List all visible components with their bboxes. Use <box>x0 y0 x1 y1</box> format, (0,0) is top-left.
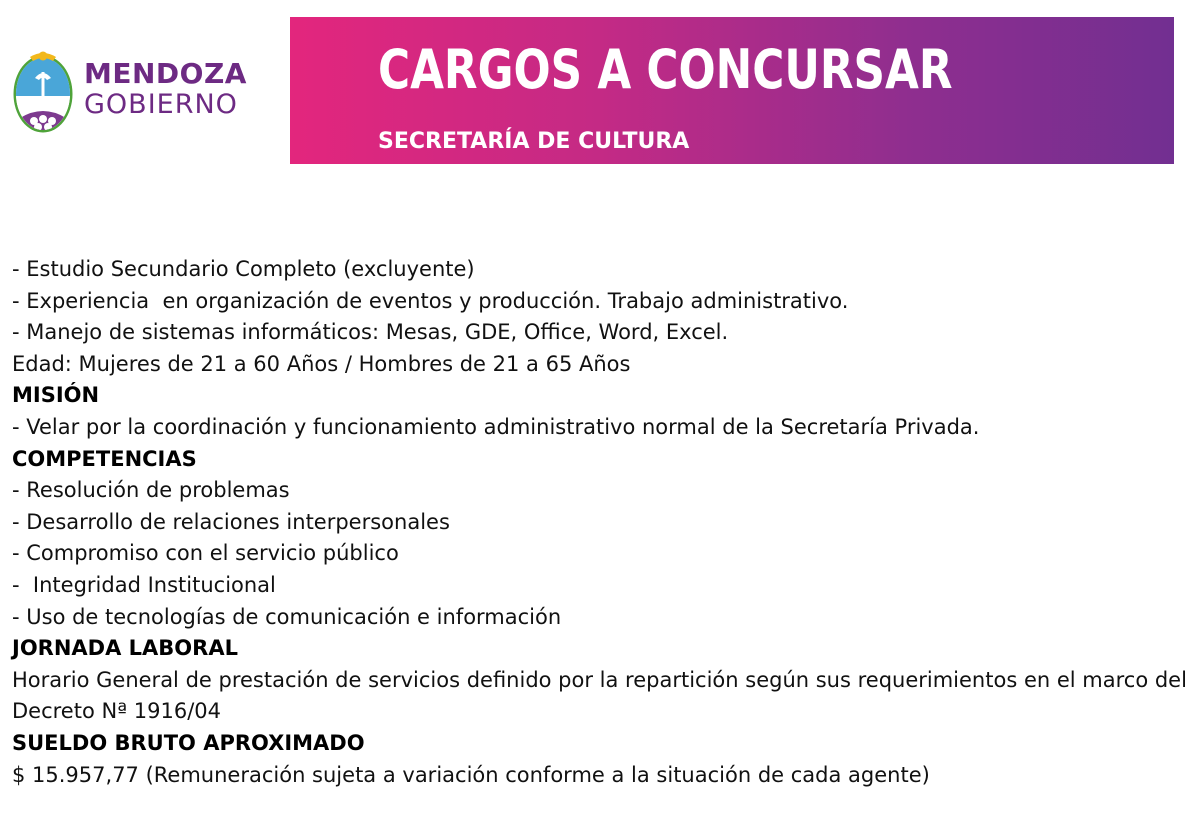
competencia-item: - Compromiso con el servicio público <box>12 541 399 566</box>
mision-item: - Velar por la coordinación y funcionamiento administrativo normal de la Secretaría Privada. <box>12 414 980 439</box>
jornada-text: Horario General de prestación de servicios definido por la repartición según sus requerimientos en el marco del Decreto Nª 1916/04 <box>12 667 1187 724</box>
competencia-item: - Uso de tecnologías de comunicación e información <box>12 604 562 629</box>
jornada-heading: JORNADA LABORAL <box>12 636 238 661</box>
competencia-item: - Desarrollo de relaciones interpersonales <box>12 509 450 534</box>
mision-heading: MISIÓN <box>12 383 100 408</box>
mendoza-coat-of-arms-icon <box>12 48 74 134</box>
competencia-item: - Resolución de problemas <box>12 478 290 503</box>
logo-wordmark-mendoza: MENDOZA <box>84 57 247 90</box>
page-subtitle: SECRETARÍA DE CULTURA <box>378 129 690 154</box>
requirement-line: - Estudio Secundario Completo (excluyente) <box>12 257 475 281</box>
age-requirement: Edad: Mujeres de 21 a 60 Años / Hombres de 21 a 65 Años <box>12 351 631 376</box>
competencia-item: - Integridad Institucional <box>12 572 276 597</box>
mendoza-gobierno-logo <box>12 48 272 136</box>
competencias-heading: COMPETENCIAS <box>12 446 197 471</box>
logo-wordmark-gobierno: GOBIERNO <box>84 89 238 120</box>
page-title: CARGOS A CONCURSAR <box>378 38 953 101</box>
sueldo-heading: SUELDO BRUTO APROXIMADO <box>12 730 365 755</box>
sueldo-text: $ 15.957,77 (Remuneración sujeta a variación conforme a la situación de cada agente) <box>12 762 930 787</box>
requirement-line: - Experiencia en organización de eventos y producción. Trabajo administrativo. <box>12 288 849 313</box>
header-banner <box>290 17 1174 164</box>
requirement-line: - Manejo de sistemas informáticos: Mesas, GDE, Office, Word, Excel. <box>12 320 729 345</box>
job-posting-body <box>12 254 1188 791</box>
